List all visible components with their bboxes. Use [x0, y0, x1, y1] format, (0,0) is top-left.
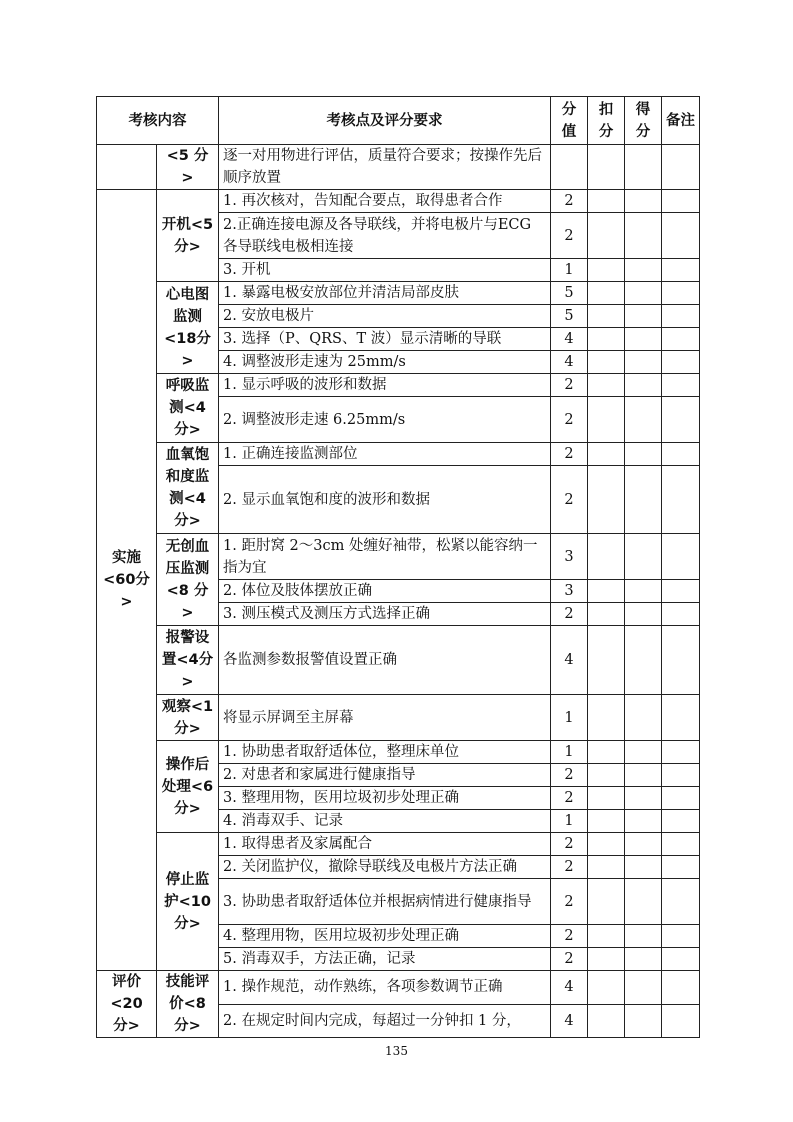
prep-row [97, 145, 700, 190]
remark-cell [662, 259, 700, 282]
criteria-text: 4. 消毒双手、记录 [219, 810, 551, 833]
criteria-text: 2. 对患者和家属进行健康指导 [219, 764, 551, 787]
criteria-text: 2. 安放电极片 [219, 305, 551, 328]
remark-cell [662, 764, 700, 787]
criteria-text: 4. 调整波形走速为 25mm/s [219, 351, 551, 374]
evaluation-subcategory: 技能评价<8 分> [157, 971, 219, 1038]
got-cell [625, 695, 662, 741]
got-cell [625, 603, 662, 626]
deduct-cell [588, 328, 625, 351]
deduct-cell [588, 145, 625, 190]
page-number: 135 [385, 1044, 408, 1058]
remark-cell [662, 213, 700, 259]
deduct-cell [588, 534, 625, 580]
deduct-cell [588, 1004, 625, 1038]
criteria-text: 2. 体位及肢体摆放正确 [219, 580, 551, 603]
criteria-row [97, 374, 700, 397]
criteria-score: 2 [551, 925, 588, 948]
deduct-cell [588, 259, 625, 282]
header-score: 分值 [551, 97, 588, 145]
got-cell [625, 971, 662, 1005]
header-got: 得分 [625, 97, 662, 145]
remark-cell [662, 305, 700, 328]
remark-cell [662, 971, 700, 1005]
deduct-cell [588, 971, 625, 1005]
deduct-cell [588, 856, 625, 879]
got-cell [625, 534, 662, 580]
criteria-text: 1. 正确连接监测部位 [219, 443, 551, 466]
remark-cell [662, 190, 700, 213]
section-name: 心电图监测<18分> [157, 282, 219, 374]
criteria-row [97, 695, 700, 741]
deduct-cell [588, 443, 625, 466]
criteria-score: 5 [551, 305, 588, 328]
remark-cell [662, 925, 700, 948]
got-cell [625, 764, 662, 787]
remark-cell [662, 787, 700, 810]
criteria-text: 2. 关闭监护仪，撤除导联线及电极片方法正确 [219, 856, 551, 879]
criteria-score: 5 [551, 282, 588, 305]
remark-cell [662, 810, 700, 833]
criteria-row [97, 741, 700, 764]
criteria-text: 3. 整理用物，医用垃圾初步处理正确 [219, 787, 551, 810]
section-name: 报警设置<4分> [157, 626, 219, 695]
section-name: 无创血压监测<8 分> [157, 534, 219, 626]
section-name: 观察<1 分> [157, 695, 219, 741]
criteria-text: 将显示屏调至主屏幕 [219, 695, 551, 741]
prep-subcategory: <5 分> [157, 145, 219, 190]
got-cell [625, 810, 662, 833]
got-cell [625, 879, 662, 925]
criteria-score: 2 [551, 466, 588, 534]
deduct-cell [588, 948, 625, 971]
section-name: 血氧饱和度监测<4 分> [157, 443, 219, 534]
criteria-row [97, 282, 700, 305]
deduct-cell [588, 305, 625, 328]
deduct-cell [588, 580, 625, 603]
criteria-score: 2 [551, 948, 588, 971]
criteria-text: 1. 取得患者及家属配合 [219, 833, 551, 856]
criteria-text: 2.正确连接电源及各导联线，并将电极片与ECG 各导联线电极相连接 [219, 213, 551, 259]
section-name: 开机<5 分> [157, 190, 219, 282]
criteria-text: 2. 在规定时间内完成，每超过一分钟扣 1 分， [219, 1004, 551, 1038]
criteria-text: 1. 协助患者取舒适体位，整理床单位 [219, 741, 551, 764]
criteria-text: 5. 消毒双手，方法正确，记录 [219, 948, 551, 971]
evaluation-category: 评价<20 分> [97, 971, 157, 1038]
remark-cell [662, 466, 700, 534]
criteria-text: 2. 调整波形走速 6.25mm/s [219, 397, 551, 443]
criteria-score: 4 [551, 971, 588, 1005]
section-name: 操作后处理<6 分> [157, 741, 219, 833]
remark-cell [662, 443, 700, 466]
criteria-score: 2 [551, 787, 588, 810]
criteria-score: 1 [551, 259, 588, 282]
remark-cell [662, 741, 700, 764]
remark-cell [662, 856, 700, 879]
deduct-cell [588, 466, 625, 534]
criteria-row [97, 833, 700, 856]
got-cell [625, 282, 662, 305]
deduct-cell [588, 764, 625, 787]
deduct-cell [588, 374, 625, 397]
got-cell [625, 948, 662, 971]
got-cell [625, 787, 662, 810]
criteria-score: 4 [551, 626, 588, 695]
got-cell [625, 1004, 662, 1038]
section-name: 呼吸监测<4 分> [157, 374, 219, 443]
header-deduct: 扣分 [588, 97, 625, 145]
remark-cell [662, 626, 700, 695]
deduct-cell [588, 603, 625, 626]
prep-criteria: 逐一对用物进行评估，质量符合要求；按操作先后顺序放置 [219, 145, 551, 190]
criteria-row [97, 443, 700, 466]
deduct-cell [588, 787, 625, 810]
got-cell [625, 397, 662, 443]
criteria-text: 3. 选择（P、QRS、T 波）显示清晰的导联 [219, 328, 551, 351]
criteria-text: 1. 显示呼吸的波形和数据 [219, 374, 551, 397]
criteria-text: 各监测参数报警值设置正确 [219, 626, 551, 695]
got-cell [625, 190, 662, 213]
evaluation-row [97, 971, 700, 1005]
section-name: 停止监护<10分> [157, 833, 219, 971]
deduct-cell [588, 925, 625, 948]
remark-cell [662, 580, 700, 603]
implement-category: 实施<60分> [97, 190, 157, 971]
criteria-score: 3 [551, 580, 588, 603]
criteria-score: 2 [551, 764, 588, 787]
criteria-text: 1. 再次核对，告知配合要点，取得患者合作 [219, 190, 551, 213]
criteria-score: 1 [551, 810, 588, 833]
remark-cell [662, 145, 700, 190]
remark-cell [662, 1004, 700, 1038]
criteria-score: 2 [551, 397, 588, 443]
deduct-cell [588, 397, 625, 443]
got-cell [625, 351, 662, 374]
criteria-score: 1 [551, 695, 588, 741]
deduct-cell [588, 833, 625, 856]
remark-cell [662, 603, 700, 626]
got-cell [625, 145, 662, 190]
got-cell [625, 259, 662, 282]
deduct-cell [588, 695, 625, 741]
criteria-score: 2 [551, 190, 588, 213]
scoring-table [96, 96, 700, 1038]
got-cell [625, 833, 662, 856]
deduct-cell [588, 282, 625, 305]
criteria-row [97, 626, 700, 695]
remark-cell [662, 948, 700, 971]
remark-cell [662, 397, 700, 443]
got-cell [625, 466, 662, 534]
prep-score [551, 145, 588, 190]
remark-cell [662, 695, 700, 741]
deduct-cell [588, 213, 625, 259]
criteria-score: 2 [551, 213, 588, 259]
criteria-score: 4 [551, 1004, 588, 1038]
deduct-cell [588, 190, 625, 213]
got-cell [625, 925, 662, 948]
remark-cell [662, 351, 700, 374]
criteria-score: 2 [551, 856, 588, 879]
got-cell [625, 213, 662, 259]
got-cell [625, 374, 662, 397]
remark-cell [662, 879, 700, 925]
deduct-cell [588, 741, 625, 764]
criteria-score: 2 [551, 443, 588, 466]
criteria-text: 4. 整理用物，医用垃圾初步处理正确 [219, 925, 551, 948]
remark-cell [662, 328, 700, 351]
criteria-text: 1. 暴露电极安放部位并清洁局部皮肤 [219, 282, 551, 305]
criteria-score: 2 [551, 603, 588, 626]
remark-cell [662, 833, 700, 856]
criteria-score: 1 [551, 741, 588, 764]
deduct-cell [588, 810, 625, 833]
criteria-score: 2 [551, 879, 588, 925]
remark-cell [662, 534, 700, 580]
criteria-score: 2 [551, 833, 588, 856]
got-cell [625, 741, 662, 764]
criteria-text: 3. 测压模式及测压方式选择正确 [219, 603, 551, 626]
criteria-score: 3 [551, 534, 588, 580]
criteria-text: 3. 协助患者取舒适体位并根据病情进行健康指导 [219, 879, 551, 925]
remark-cell [662, 282, 700, 305]
criteria-text: 3. 开机 [219, 259, 551, 282]
got-cell [625, 328, 662, 351]
got-cell [625, 856, 662, 879]
criteria-score: 4 [551, 328, 588, 351]
deduct-cell [588, 351, 625, 374]
deduct-cell [588, 626, 625, 695]
got-cell [625, 443, 662, 466]
got-cell [625, 580, 662, 603]
criteria-score: 2 [551, 374, 588, 397]
header-criteria: 考核点及评分要求 [219, 97, 551, 145]
criteria-text: 1. 距肘窝 2～3cm 处缠好袖带，松紧以能容纳一指为宜 [219, 534, 551, 580]
prep-category-cell [97, 145, 157, 190]
header-content: 考核内容 [97, 97, 219, 145]
criteria-row [97, 190, 700, 213]
header-remark: 备注 [662, 97, 700, 145]
remark-cell [662, 374, 700, 397]
deduct-cell [588, 879, 625, 925]
criteria-text: 1. 操作规范，动作熟练，各项参数调节正确 [219, 971, 551, 1005]
criteria-text: 2. 显示血氧饱和度的波形和数据 [219, 466, 551, 534]
criteria-row [97, 534, 700, 580]
got-cell [625, 626, 662, 695]
criteria-score: 4 [551, 351, 588, 374]
got-cell [625, 305, 662, 328]
header-row [97, 97, 700, 145]
